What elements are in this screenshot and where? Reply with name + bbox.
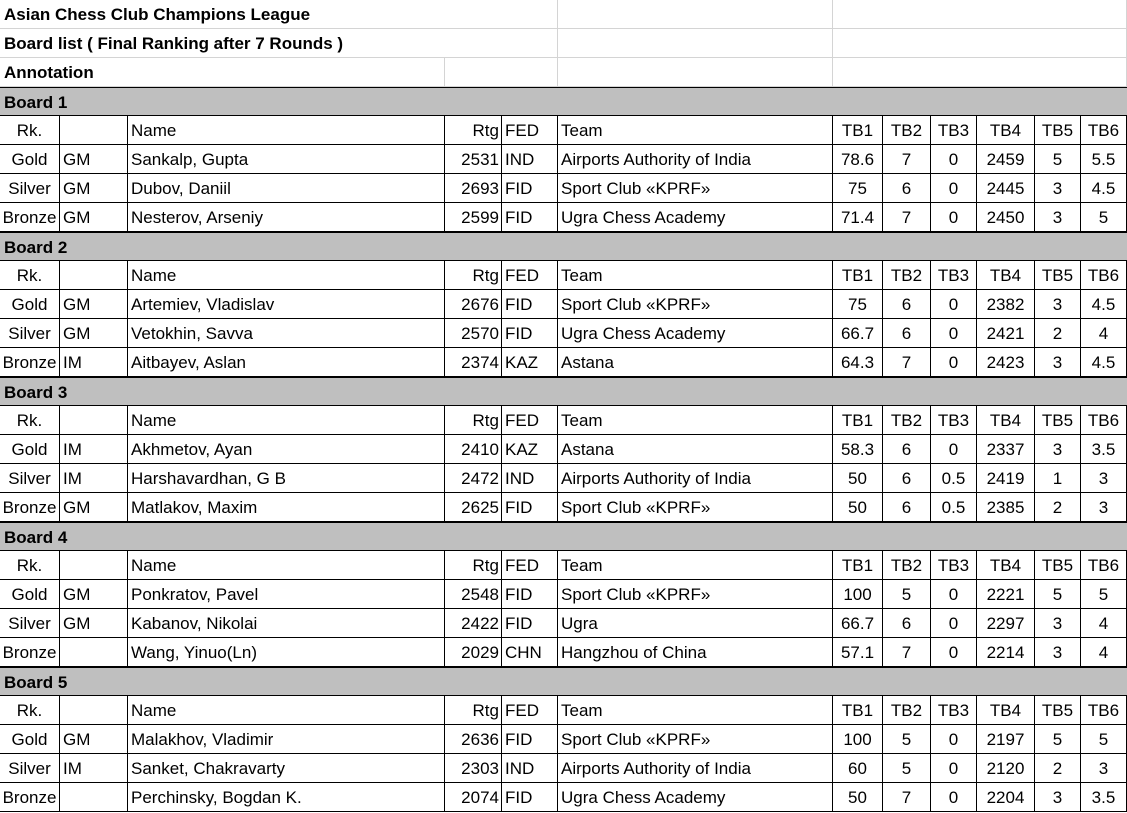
cell-federation[interactable]: FID (502, 319, 558, 348)
cell-team[interactable]: Ugra Chess Academy (558, 203, 833, 232)
cell-tb1[interactable]: 100 (833, 725, 883, 754)
board-section-header (0, 232, 1127, 261)
column-header-tb6[interactable]: TB6 (1081, 551, 1127, 580)
board-section-header (0, 87, 1127, 116)
cell-federation[interactable]: FID (502, 725, 558, 754)
column-header-tb3[interactable]: TB3 (931, 116, 977, 145)
column-header-row (0, 551, 1127, 580)
cell-federation[interactable]: IND (502, 145, 558, 174)
column-header-tb5[interactable]: TB5 (1035, 696, 1081, 725)
cell-tb3[interactable]: 0.5 (931, 464, 977, 493)
cell-tb3[interactable]: 0 (931, 319, 977, 348)
cell-federation[interactable]: CHN (502, 638, 558, 667)
cell-tb2[interactable]: 6 (883, 435, 931, 464)
cell-tb2[interactable]: 7 (883, 638, 931, 667)
cell-name[interactable]: Wang, Yinuo(Ln) (128, 638, 445, 667)
cell-federation[interactable]: IND (502, 754, 558, 783)
cell-name[interactable]: Vetokhin, Savva (128, 319, 445, 348)
column-header-federation[interactable]: FED (502, 261, 558, 290)
table-row (0, 435, 1127, 464)
cell-tb5[interactable]: 3 (1035, 638, 1081, 667)
table-row (0, 783, 1127, 812)
column-header-name[interactable]: Name (128, 116, 445, 145)
cell-tb5[interactable]: 3 (1035, 203, 1081, 232)
empty-cell[interactable] (445, 58, 558, 87)
cell-tb6[interactable]: 4.5 (1081, 174, 1127, 203)
cell-name[interactable]: Dubov, Daniil (128, 174, 445, 203)
cell-rating[interactable]: 2422 (445, 609, 502, 638)
cell-rank[interactable]: Silver (0, 609, 60, 638)
cell-rating[interactable]: 2548 (445, 580, 502, 609)
cell-team[interactable]: Sport Club «KPRF» (558, 290, 833, 319)
cell-rank[interactable]: Bronze (0, 348, 60, 377)
cell-tb6[interactable]: 5 (1081, 580, 1127, 609)
board-label[interactable]: Board 2 (4, 238, 68, 257)
cell-name[interactable]: Sankalp, Gupta (128, 145, 445, 174)
cell-tb6[interactable]: 4 (1081, 319, 1127, 348)
sheet-subtitle[interactable]: Board list ( Final Ranking after 7 Rounds ) (0, 29, 445, 58)
cell-tb5[interactable]: 3 (1035, 609, 1081, 638)
column-header-rank[interactable]: Rk. (0, 696, 60, 725)
cell-rank[interactable]: Gold (0, 435, 60, 464)
column-header-row (0, 696, 1127, 725)
cell-tb4[interactable]: 2221 (977, 580, 1035, 609)
board-label[interactable]: Board 5 (4, 673, 68, 692)
cell-team[interactable]: Hangzhou of China (558, 638, 833, 667)
cell-rank[interactable]: Silver (0, 754, 60, 783)
column-header-tb2[interactable]: TB2 (883, 696, 931, 725)
column-header-tb5[interactable]: TB5 (1035, 116, 1081, 145)
subtitle-row (0, 29, 1127, 58)
empty-cell[interactable] (128, 58, 445, 87)
cell-tb5[interactable]: 2 (1035, 493, 1081, 522)
column-header-title[interactable] (60, 261, 128, 290)
column-header-name[interactable]: Name (128, 406, 445, 435)
cell-tb1[interactable]: 64.3 (833, 348, 883, 377)
cell-name[interactable]: Nesterov, Arseniy (128, 203, 445, 232)
column-header-tb2[interactable]: TB2 (883, 261, 931, 290)
cell-team[interactable]: Sport Club «KPRF» (558, 725, 833, 754)
cell-title[interactable] (60, 783, 128, 812)
cell-team[interactable]: Ugra Chess Academy (558, 783, 833, 812)
cell-tb2[interactable]: 6 (883, 174, 931, 203)
cell-tb1[interactable]: 50 (833, 783, 883, 812)
table-row (0, 638, 1127, 667)
cell-rank[interactable]: Silver (0, 174, 60, 203)
annotation-label[interactable]: Annotation (0, 58, 128, 87)
cell-tb1[interactable]: 50 (833, 493, 883, 522)
cell-tb1[interactable]: 75 (833, 290, 883, 319)
cell-tb6[interactable]: 4 (1081, 638, 1127, 667)
cell-name[interactable]: Kabanov, Nikolai (128, 609, 445, 638)
cell-tb4[interactable]: 2385 (977, 493, 1035, 522)
cell-tb2[interactable]: 5 (883, 580, 931, 609)
cell-team[interactable]: Airports Authority of India (558, 464, 833, 493)
table-row (0, 203, 1127, 232)
cell-tb2[interactable]: 6 (883, 464, 931, 493)
column-header-rank[interactable]: Rk. (0, 116, 60, 145)
table-row (0, 754, 1127, 783)
cell-name[interactable]: Matlakov, Maxim (128, 493, 445, 522)
cell-title[interactable]: GM (60, 174, 128, 203)
cell-title[interactable]: GM (60, 203, 128, 232)
cell-tb4[interactable]: 2459 (977, 145, 1035, 174)
cell-rating[interactable]: 2531 (445, 145, 502, 174)
board-label[interactable]: Board 4 (4, 528, 68, 547)
cell-tb4[interactable]: 2421 (977, 319, 1035, 348)
table-row (0, 348, 1127, 377)
empty-cell[interactable] (833, 29, 1127, 58)
cell-tb3[interactable]: 0 (931, 725, 977, 754)
cell-title[interactable] (60, 638, 128, 667)
cell-tb4[interactable]: 2204 (977, 783, 1035, 812)
cell-tb6[interactable]: 5.5 (1081, 145, 1127, 174)
cell-title[interactable]: IM (60, 464, 128, 493)
column-header-rating[interactable]: Rtg (445, 551, 502, 580)
cell-tb2[interactable]: 6 (883, 290, 931, 319)
column-header-tb1[interactable]: TB1 (833, 551, 883, 580)
cell-tb1[interactable]: 100 (833, 580, 883, 609)
cell-tb5[interactable]: 1 (1035, 464, 1081, 493)
empty-cell[interactable] (445, 0, 558, 29)
board-label[interactable]: Board 1 (4, 93, 68, 112)
cell-federation[interactable]: FID (502, 609, 558, 638)
column-header-federation[interactable]: FED (502, 551, 558, 580)
cell-name[interactable]: Malakhov, Vladimir (128, 725, 445, 754)
title-row (0, 0, 1127, 29)
column-header-tb3[interactable]: TB3 (931, 406, 977, 435)
cell-rank[interactable]: Bronze (0, 493, 60, 522)
column-header-title[interactable] (60, 696, 128, 725)
table-row (0, 464, 1127, 493)
column-header-tb6[interactable]: TB6 (1081, 406, 1127, 435)
cell-tb6[interactable]: 5 (1081, 725, 1127, 754)
cell-name[interactable]: Perchinsky, Bogdan K. (128, 783, 445, 812)
cell-federation[interactable]: FID (502, 783, 558, 812)
empty-cell[interactable] (833, 0, 1127, 29)
column-header-tb5[interactable]: TB5 (1035, 261, 1081, 290)
cell-name[interactable]: Harshavardhan, G B (128, 464, 445, 493)
column-header-tb4[interactable]: TB4 (977, 406, 1035, 435)
column-header-federation[interactable]: FED (502, 696, 558, 725)
cell-tb5[interactable]: 3 (1035, 435, 1081, 464)
cell-tb6[interactable]: 4.5 (1081, 348, 1127, 377)
column-header-team[interactable]: Team (558, 696, 833, 725)
sheet-title[interactable]: Asian Chess Club Champions League (0, 0, 445, 29)
cell-rating[interactable]: 2570 (445, 319, 502, 348)
column-header-rating[interactable]: Rtg (445, 696, 502, 725)
cell-team[interactable]: Sport Club «KPRF» (558, 493, 833, 522)
column-header-tb1[interactable]: TB1 (833, 261, 883, 290)
cell-tb2[interactable]: 6 (883, 319, 931, 348)
column-header-title[interactable] (60, 406, 128, 435)
column-header-tb4[interactable]: TB4 (977, 116, 1035, 145)
cell-rating[interactable]: 2074 (445, 783, 502, 812)
cell-title[interactable]: IM (60, 754, 128, 783)
column-header-tb6[interactable]: TB6 (1081, 696, 1127, 725)
column-header-tb6[interactable]: TB6 (1081, 261, 1127, 290)
column-header-row (0, 406, 1127, 435)
cell-title[interactable]: IM (60, 435, 128, 464)
table-row (0, 319, 1127, 348)
cell-rank[interactable]: Silver (0, 464, 60, 493)
cell-tb3[interactable]: 0 (931, 203, 977, 232)
cell-federation[interactable]: FID (502, 580, 558, 609)
cell-federation[interactable]: FID (502, 493, 558, 522)
cell-tb5[interactable]: 5 (1035, 725, 1081, 754)
cell-tb1[interactable]: 60 (833, 754, 883, 783)
cell-tb4[interactable]: 2382 (977, 290, 1035, 319)
cell-tb2[interactable]: 7 (883, 203, 931, 232)
column-header-team[interactable]: Team (558, 406, 833, 435)
column-header-team[interactable]: Team (558, 116, 833, 145)
column-header-name[interactable]: Name (128, 696, 445, 725)
cell-tb1[interactable]: 58.3 (833, 435, 883, 464)
cell-rating[interactable]: 2625 (445, 493, 502, 522)
column-header-tb3[interactable]: TB3 (931, 696, 977, 725)
table-row (0, 174, 1127, 203)
empty-cell[interactable] (558, 58, 833, 87)
empty-cell[interactable] (558, 0, 833, 29)
cell-team[interactable]: Astana (558, 435, 833, 464)
cell-tb1[interactable]: 75 (833, 174, 883, 203)
cell-rating[interactable]: 2374 (445, 348, 502, 377)
cell-title[interactable]: GM (60, 290, 128, 319)
column-header-title[interactable] (60, 551, 128, 580)
table-row (0, 145, 1127, 174)
cell-federation[interactable]: FID (502, 290, 558, 319)
cell-tb5[interactable]: 3 (1035, 348, 1081, 377)
cell-tb5[interactable]: 3 (1035, 290, 1081, 319)
cell-rank[interactable]: Gold (0, 145, 60, 174)
cell-name[interactable]: Ponkratov, Pavel (128, 580, 445, 609)
board-section-header (0, 522, 1127, 551)
table-row (0, 580, 1127, 609)
cell-tb3[interactable]: 0 (931, 783, 977, 812)
column-header-row (0, 261, 1127, 290)
cell-team[interactable]: Sport Club «KPRF» (558, 174, 833, 203)
cell-rank[interactable]: Gold (0, 725, 60, 754)
cell-tb6[interactable]: 3.5 (1081, 783, 1127, 812)
cell-title[interactable]: GM (60, 145, 128, 174)
cell-title[interactable]: GM (60, 319, 128, 348)
cell-tb2[interactable]: 7 (883, 783, 931, 812)
cell-tb2[interactable]: 6 (883, 609, 931, 638)
cell-tb5[interactable]: 5 (1035, 145, 1081, 174)
cell-tb6[interactable]: 4 (1081, 609, 1127, 638)
column-header-tb2[interactable]: TB2 (883, 116, 931, 145)
column-header-tb2[interactable]: TB2 (883, 406, 931, 435)
cell-tb2[interactable]: 6 (883, 493, 931, 522)
cell-tb4[interactable]: 2337 (977, 435, 1035, 464)
cell-tb4[interactable]: 2214 (977, 638, 1035, 667)
cell-tb1[interactable]: 78.6 (833, 145, 883, 174)
cell-tb6[interactable]: 3 (1081, 464, 1127, 493)
column-header-team[interactable]: Team (558, 551, 833, 580)
cell-tb2[interactable]: 7 (883, 145, 931, 174)
cell-tb5[interactable]: 2 (1035, 319, 1081, 348)
cell-tb1[interactable]: 66.7 (833, 609, 883, 638)
cell-tb3[interactable]: 0.5 (931, 493, 977, 522)
cell-team[interactable]: Airports Authority of India (558, 145, 833, 174)
cell-tb3[interactable]: 0 (931, 754, 977, 783)
cell-federation[interactable]: KAZ (502, 348, 558, 377)
column-header-name[interactable]: Name (128, 551, 445, 580)
column-header-tb1[interactable]: TB1 (833, 696, 883, 725)
cell-tb6[interactable]: 3 (1081, 493, 1127, 522)
cell-title[interactable]: IM (60, 348, 128, 377)
cell-team[interactable]: Astana (558, 348, 833, 377)
cell-tb3[interactable]: 0 (931, 348, 977, 377)
cell-tb4[interactable]: 2297 (977, 609, 1035, 638)
column-header-tb4[interactable]: TB4 (977, 261, 1035, 290)
column-header-tb5[interactable]: TB5 (1035, 406, 1081, 435)
cell-tb5[interactable]: 3 (1035, 174, 1081, 203)
column-header-tb2[interactable]: TB2 (883, 551, 931, 580)
cell-rating[interactable]: 2676 (445, 290, 502, 319)
column-header-team[interactable]: Team (558, 261, 833, 290)
board-section-header (0, 667, 1127, 696)
cell-tb1[interactable]: 50 (833, 464, 883, 493)
column-header-name[interactable]: Name (128, 261, 445, 290)
column-header-rating[interactable]: Rtg (445, 261, 502, 290)
empty-cell[interactable] (833, 58, 1127, 87)
column-header-rating[interactable]: Rtg (445, 116, 502, 145)
cell-tb5[interactable]: 2 (1035, 754, 1081, 783)
column-header-tb5[interactable]: TB5 (1035, 551, 1081, 580)
cell-tb5[interactable]: 3 (1035, 783, 1081, 812)
column-header-title[interactable] (60, 116, 128, 145)
cell-tb4[interactable]: 2419 (977, 464, 1035, 493)
cell-tb4[interactable]: 2445 (977, 174, 1035, 203)
cell-rating[interactable]: 2599 (445, 203, 502, 232)
column-header-rank[interactable]: Rk. (0, 261, 60, 290)
cell-tb3[interactable]: 0 (931, 580, 977, 609)
cell-tb6[interactable]: 5 (1081, 203, 1127, 232)
cell-tb3[interactable]: 0 (931, 174, 977, 203)
column-header-rank[interactable]: Rk. (0, 551, 60, 580)
column-header-tb1[interactable]: TB1 (833, 406, 883, 435)
cell-name[interactable]: Akhmetov, Ayan (128, 435, 445, 464)
cell-rating[interactable]: 2029 (445, 638, 502, 667)
cell-rating[interactable]: 2693 (445, 174, 502, 203)
board-section-header (0, 377, 1127, 406)
board-label[interactable]: Board 3 (4, 383, 68, 402)
cell-rating[interactable]: 2303 (445, 754, 502, 783)
column-header-tb4[interactable]: TB4 (977, 551, 1035, 580)
cell-name[interactable]: Sanket, Chakravarty (128, 754, 445, 783)
cell-tb4[interactable]: 2120 (977, 754, 1035, 783)
column-header-rating[interactable]: Rtg (445, 406, 502, 435)
cell-title[interactable]: GM (60, 493, 128, 522)
cell-tb1[interactable]: 66.7 (833, 319, 883, 348)
cell-rank[interactable]: Silver (0, 319, 60, 348)
cell-federation[interactable]: FID (502, 203, 558, 232)
cell-tb6[interactable]: 3.5 (1081, 435, 1127, 464)
table-row (0, 493, 1127, 522)
column-header-tb3[interactable]: TB3 (931, 551, 977, 580)
cell-tb3[interactable]: 0 (931, 145, 977, 174)
cell-team[interactable]: Ugra (558, 609, 833, 638)
column-header-tb4[interactable]: TB4 (977, 696, 1035, 725)
cell-tb5[interactable]: 5 (1035, 580, 1081, 609)
table-row (0, 290, 1127, 319)
cell-tb3[interactable]: 0 (931, 290, 977, 319)
cell-rating[interactable]: 2636 (445, 725, 502, 754)
cell-rank[interactable]: Gold (0, 580, 60, 609)
cell-rank[interactable]: Gold (0, 290, 60, 319)
column-header-tb3[interactable]: TB3 (931, 261, 977, 290)
cell-rating[interactable]: 2472 (445, 464, 502, 493)
cell-rating[interactable]: 2410 (445, 435, 502, 464)
cell-title[interactable]: GM (60, 725, 128, 754)
cell-tb1[interactable]: 57.1 (833, 638, 883, 667)
cell-tb4[interactable]: 2423 (977, 348, 1035, 377)
column-header-row (0, 116, 1127, 145)
cell-rank[interactable]: Bronze (0, 638, 60, 667)
empty-cell[interactable] (558, 29, 833, 58)
cell-federation[interactable]: FID (502, 174, 558, 203)
cell-tb4[interactable]: 2197 (977, 725, 1035, 754)
cell-tb3[interactable]: 0 (931, 609, 977, 638)
cell-tb2[interactable]: 5 (883, 725, 931, 754)
cell-tb6[interactable]: 3 (1081, 754, 1127, 783)
table-row (0, 609, 1127, 638)
cell-name[interactable]: Aitbayev, Aslan (128, 348, 445, 377)
cell-tb1[interactable]: 71.4 (833, 203, 883, 232)
column-header-federation[interactable]: FED (502, 116, 558, 145)
cell-tb3[interactable]: 0 (931, 638, 977, 667)
column-header-tb1[interactable]: TB1 (833, 116, 883, 145)
cell-rank[interactable]: Bronze (0, 203, 60, 232)
cell-federation[interactable]: KAZ (502, 435, 558, 464)
cell-team[interactable]: Sport Club «KPRF» (558, 580, 833, 609)
boards-container (0, 87, 1127, 812)
cell-title[interactable]: GM (60, 580, 128, 609)
table-row (0, 725, 1127, 754)
column-header-rank[interactable]: Rk. (0, 406, 60, 435)
cell-team[interactable]: Airports Authority of India (558, 754, 833, 783)
cell-federation[interactable]: IND (502, 464, 558, 493)
column-header-federation[interactable]: FED (502, 406, 558, 435)
cell-tb2[interactable]: 5 (883, 754, 931, 783)
cell-tb3[interactable]: 0 (931, 435, 977, 464)
column-header-tb6[interactable]: TB6 (1081, 116, 1127, 145)
cell-team[interactable]: Ugra Chess Academy (558, 319, 833, 348)
cell-tb2[interactable]: 7 (883, 348, 931, 377)
cell-name[interactable]: Artemiev, Vladislav (128, 290, 445, 319)
cell-tb4[interactable]: 2450 (977, 203, 1035, 232)
cell-tb6[interactable]: 4.5 (1081, 290, 1127, 319)
cell-title[interactable]: GM (60, 609, 128, 638)
cell-rank[interactable]: Bronze (0, 783, 60, 812)
empty-cell[interactable] (445, 29, 558, 58)
annotation-row (0, 58, 1127, 87)
